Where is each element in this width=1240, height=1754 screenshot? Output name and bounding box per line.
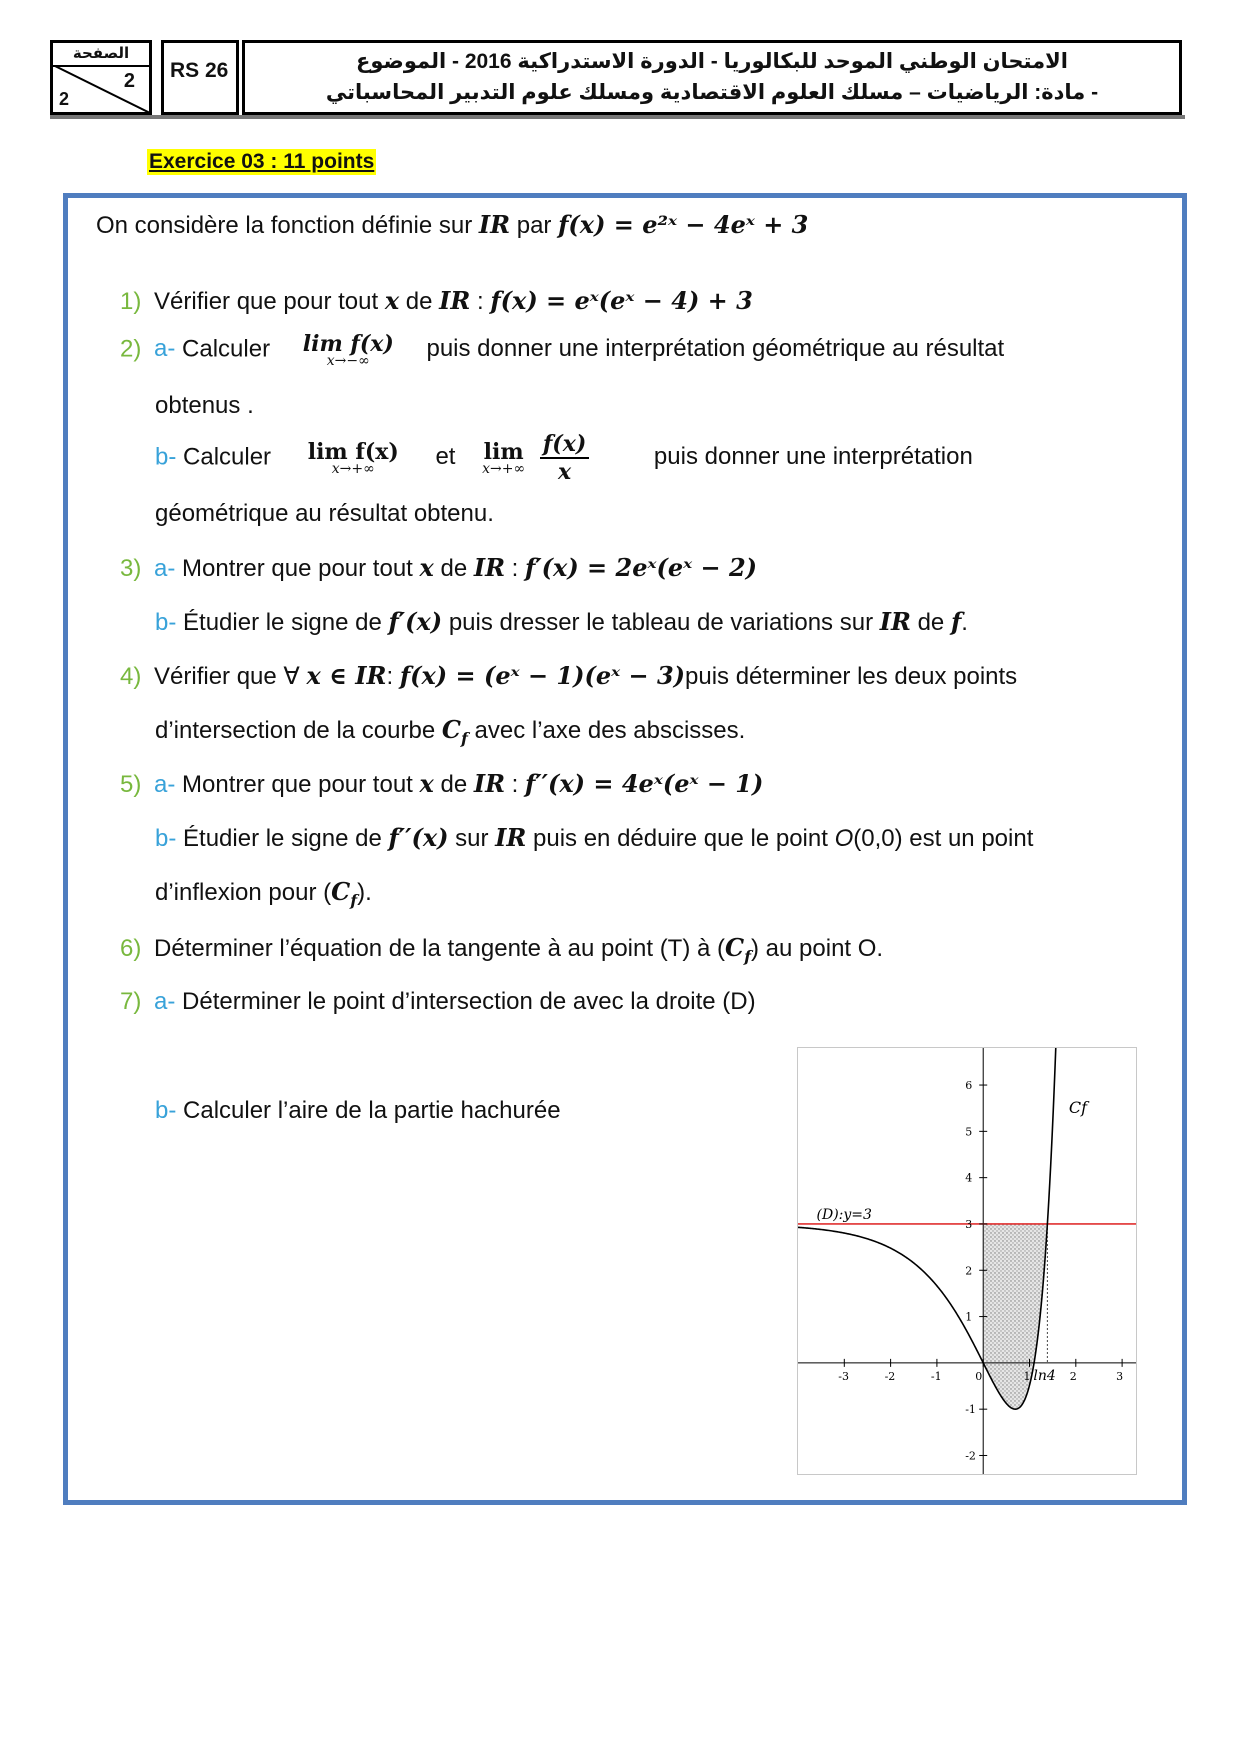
- q2a-label: a-: [154, 335, 176, 363]
- q4-cont2: avec l’axe des abscisses.: [467, 717, 746, 744]
- curve-label: Cf: [1068, 1097, 1088, 1117]
- question-2a: [120, 331, 1004, 369]
- q5b-cf-sub: f: [350, 890, 358, 910]
- question-2b: [155, 431, 973, 485]
- q7b-label: b-: [155, 1097, 177, 1124]
- q1-de: de: [399, 288, 440, 315]
- q4-cf: C: [441, 715, 461, 744]
- q2b-limit1: [308, 439, 399, 477]
- q5b-continuation: [155, 877, 372, 910]
- q2b-text: Calculer: [176, 443, 272, 471]
- exam-title-line2: - مادة: الرياضيات – مسلك العلوم الاقتصادية ومسلك علوم التدبير المحاسباتي: [325, 81, 1099, 104]
- q4-text2: puis déterminer les deux points: [685, 663, 1018, 690]
- q3b-set: IR: [879, 607, 911, 636]
- q3a-x: x: [419, 553, 434, 582]
- q2a-lim-bot: x→−∞: [326, 353, 370, 369]
- q3b-label: b-: [155, 609, 177, 636]
- question-5b: [155, 823, 1033, 853]
- q3b-text1: Étudier le signe de: [176, 609, 389, 636]
- q5b-cont2: ).: [357, 879, 372, 906]
- q6-cf: C: [725, 933, 745, 962]
- q2b-lim1-top: lim f(x): [307, 439, 399, 465]
- x-tick-label-5: 2: [1069, 1369, 1077, 1383]
- question-7b: [155, 1097, 561, 1125]
- q5a-label: a-: [154, 771, 176, 798]
- q5a-colon: :: [505, 771, 526, 798]
- header-divider: [50, 115, 1185, 119]
- q2b-lim1-bot: x→+∞: [331, 461, 375, 477]
- q5b-origin: O: [834, 825, 854, 852]
- q2b-rest: puis donner une interprétation: [653, 443, 973, 471]
- intro-par: par: [510, 212, 559, 239]
- q3b-f: f: [950, 607, 962, 636]
- page-label: الصفحة: [53, 43, 149, 67]
- q2b-continuation: géométrique au résultat obtenu.: [155, 500, 494, 527]
- q4-x: x ∈ IR: [306, 661, 387, 690]
- q2b-lim2-bot: x→+∞: [482, 461, 526, 477]
- question-5a: [120, 769, 763, 799]
- q2b-limit2: [482, 439, 525, 477]
- q2b-frac-num: f(x): [540, 431, 589, 459]
- q5b-text3: puis en déduire que le point: [526, 825, 835, 852]
- q4-cf-sub: f: [460, 728, 468, 748]
- q6-text2: ) au point O.: [751, 935, 884, 962]
- y-tick-label-5: 4: [965, 1171, 973, 1185]
- q5b-set: IR: [495, 823, 527, 852]
- q4-colon: :: [386, 663, 400, 690]
- q3a-set: IR: [473, 553, 506, 582]
- q3b-fprime: f′(x): [388, 607, 443, 636]
- exercise-title: Exercice 03 : 11 points: [149, 150, 375, 173]
- q3b-text3: de: [910, 609, 951, 636]
- y-tick-label-1: -1: [965, 1403, 976, 1417]
- y-tick-label-2: 1: [965, 1310, 973, 1324]
- exam-code: RS 26: [161, 40, 239, 115]
- q1-set: IR: [439, 286, 471, 315]
- q3a-colon: :: [505, 555, 526, 582]
- y-tick-label-6: 5: [965, 1125, 973, 1139]
- q5b-label: b-: [155, 825, 177, 852]
- q1-colon: :: [470, 288, 491, 315]
- q2b-fraction: [540, 431, 589, 485]
- q5b-fsecond: f′′(x): [388, 823, 449, 852]
- q7b-text: Calculer l’aire de la partie hachurée: [176, 1097, 561, 1124]
- q2a-text: Calculer: [175, 335, 271, 363]
- q2b-label: b-: [155, 443, 177, 471]
- x-tick-label-4: 1: [1023, 1369, 1031, 1383]
- line-d-label: (D):y=3: [816, 1206, 872, 1223]
- page-current: 2: [123, 70, 135, 92]
- q4-text1: Vérifier que ∀: [154, 663, 307, 690]
- q6-cf-sub: f: [744, 946, 752, 966]
- x-tick-label-0: -3: [838, 1369, 850, 1383]
- y-tick-label-3: 2: [965, 1264, 973, 1278]
- question-7a: [120, 988, 756, 1016]
- intro-formula: f(x) = e²ˣ − 4eˣ + 3: [558, 210, 809, 239]
- q5b-cont1: d’inflexion pour (: [155, 879, 332, 906]
- page-total: 2: [59, 89, 70, 109]
- q5a-text: Montrer que pour tout: [175, 771, 420, 798]
- x-tick-label-3: 0: [975, 1369, 983, 1383]
- q1-number: 1): [120, 288, 142, 315]
- q5b-cf: C: [331, 877, 351, 906]
- ln4-label: ln4: [1033, 1367, 1056, 1384]
- y-tick-label-0: -2: [965, 1449, 976, 1463]
- intro-set: IR: [478, 210, 511, 239]
- q2b-et: et: [435, 443, 456, 471]
- q7a-text: Déterminer le point d’intersection de avec la droite (D): [175, 988, 756, 1015]
- q5b-text2: sur: [448, 825, 496, 852]
- x-tick-label-6: 3: [1116, 1369, 1124, 1383]
- q3b-text2: puis dresser le tableau de variations sur: [442, 609, 880, 636]
- q5-number: 5): [120, 771, 142, 798]
- x-tick-label-2: -1: [930, 1369, 942, 1383]
- exam-title-line1: الامتحان الوطني الموحد للبكالوريا - الدورة الاستدراكية 2016 - الموضوع: [356, 50, 1068, 73]
- q6-text1: Déterminer l’équation de la tangente à au point (T) à (: [154, 935, 726, 962]
- question-4: [120, 661, 1017, 691]
- q2a-limit: [303, 331, 394, 369]
- q5a-formula: f′′(x) = 4eˣ(eˣ − 1): [525, 769, 764, 798]
- q6-number: 6): [120, 935, 142, 962]
- q4-number: 4): [120, 663, 142, 690]
- q5a-set: IR: [473, 769, 506, 798]
- x-tick-label-1: -2: [884, 1369, 896, 1383]
- q2b-lim2-top: lim: [483, 439, 524, 465]
- function-graph: [797, 1047, 1137, 1475]
- q4-continuation: [155, 715, 745, 748]
- q7a-label: a-: [154, 988, 176, 1015]
- q1-x: x: [384, 286, 400, 315]
- graph-svg: [798, 1048, 1136, 1474]
- question-3a: [120, 553, 757, 583]
- question-3b: [155, 607, 968, 637]
- q5b-text1: Étudier le signe de: [176, 825, 389, 852]
- intro-text: On considère la fonction définie sur: [96, 212, 479, 239]
- q4-formula: f(x) = (eˣ − 1)(eˣ − 3): [399, 661, 685, 690]
- intro-line: [96, 210, 808, 240]
- q2a-rest: puis donner une interprétation géométrique au résultat: [426, 335, 1005, 363]
- y-tick-label-4: 3: [965, 1217, 973, 1231]
- q5a-de: de: [433, 771, 474, 798]
- question-1: [120, 286, 753, 316]
- q2b-frac-den: x: [557, 459, 572, 485]
- y-tick-label-7: 6: [965, 1079, 973, 1093]
- q3a-formula: f′(x) = 2eˣ(eˣ − 2): [525, 553, 758, 582]
- q2a-continuation: obtenus .: [155, 392, 254, 419]
- page-number-box: [50, 40, 152, 115]
- q1-text: Vérifier que pour tout: [154, 288, 385, 315]
- q2-number: 2): [120, 335, 142, 363]
- q1-formula: f(x) = eˣ(eˣ − 4) + 3: [490, 286, 753, 315]
- exam-title-box: [242, 40, 1182, 115]
- q3a-text: Montrer que pour tout: [175, 555, 420, 582]
- q5b-text4: (0,0) est un point: [853, 825, 1034, 852]
- question-6: [120, 933, 883, 966]
- q4-cont1: d’intersection de la courbe: [155, 717, 442, 744]
- q3b-dot: .: [961, 609, 968, 636]
- q3a-de: de: [433, 555, 474, 582]
- q5a-x: x: [419, 769, 434, 798]
- q2a-lim-top: lim f(x): [302, 331, 394, 357]
- q3-number: 3): [120, 555, 142, 582]
- q3a-label: a-: [154, 555, 176, 582]
- q7-number: 7): [120, 988, 142, 1015]
